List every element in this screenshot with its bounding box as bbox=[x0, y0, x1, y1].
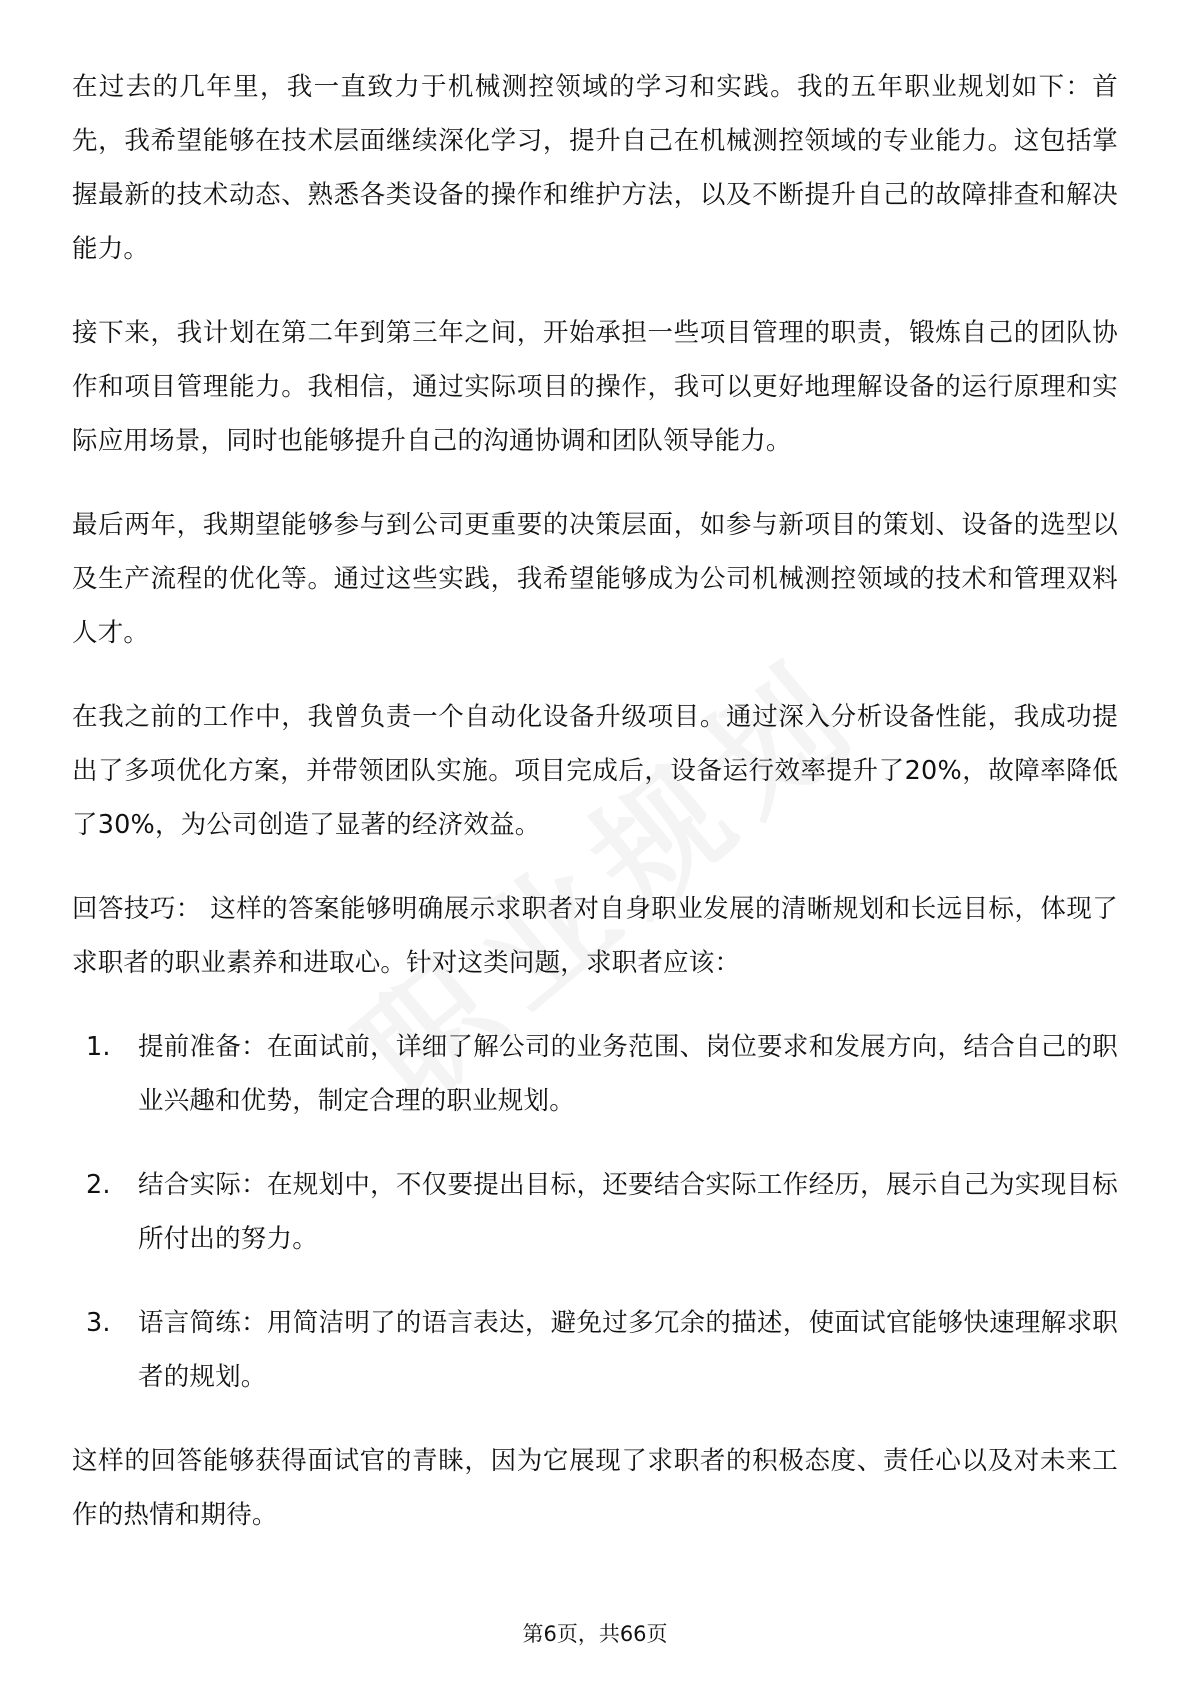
paragraph-closing: 这样的回答能够获得面试官的青睐，因为它展现了求职者的积极态度、责任心以及对未来工作的热情和期待。 bbox=[72, 1446, 1118, 1530]
page-footer: 第6页，共66页 bbox=[522, 1622, 668, 1646]
list-item bbox=[72, 1158, 1118, 1266]
paragraph-plan-final: 最后两年，我期望能够参与到公司更重要的决策层面，如参与新项目的策划、设备的选型以及生产流程的优化等。通过这些实践，我希望能够成为公司机械测控领域的技术和管理双料人才。 bbox=[72, 510, 1118, 648]
paragraph-answer-tips: 回答技巧： 这样的答案能够明确展示求职者对自身职业发展的清晰规划和长远目标，体现了求职者的职业素养和进取心。针对这类问题，求职者应该： bbox=[72, 894, 1118, 978]
list-item-number: 2. bbox=[86, 1170, 111, 1200]
list-item-number: 3. bbox=[86, 1308, 111, 1338]
paragraph-experience: 在我之前的工作中，我曾负责一个自动化设备升级项目。通过深入分析设备性能，我成功提出了多项优化方案，并带领团队实施。项目完成后，设备运行效率提升了20%，故障率降低了30%，为公司创造了显著的经济效益。 bbox=[72, 702, 1118, 840]
paragraph-intro: 在过去的几年里，我一直致力于机械测控领域的学习和实践。我的五年职业规划如下：首先，我希望能够在技术层面继续深化学习，提升自己在机械测控领域的专业能力。这包括掌握最新的技术动态、熟悉各类设备的操作和维护方法，以及不断提升自己的故障排查和解决能力。 bbox=[72, 72, 1118, 264]
list-item bbox=[72, 1296, 1118, 1404]
list-item-text: 提前准备：在面试前，详细了解公司的业务范围、岗位要求和发展方向，结合自己的职业兴趣和优势，制定合理的职业规划。 bbox=[138, 1032, 1118, 1116]
list-item-number: 1. bbox=[86, 1032, 111, 1062]
list-item bbox=[72, 1020, 1118, 1128]
list-item-text: 结合实际：在规划中，不仅要提出目标，还要结合实际工作经历，展示自己为实现目标所付出的努力。 bbox=[138, 1170, 1118, 1254]
list-item-text: 语言简练：用简洁明了的语言表达，避免过多冗余的描述，使面试官能够快速理解求职者的规划。 bbox=[138, 1308, 1118, 1392]
document-body bbox=[72, 60, 1118, 1572]
paragraph-plan-mid: 接下来，我计划在第二年到第三年之间，开始承担一些项目管理的职责，锻炼自己的团队协作和项目管理能力。我相信，通过实际项目的操作，我可以更好地理解设备的运行原理和实际应用场景，同时也能够提升自己的沟通协调和团队领导能力。 bbox=[72, 318, 1118, 456]
tips-list bbox=[72, 1020, 1118, 1404]
